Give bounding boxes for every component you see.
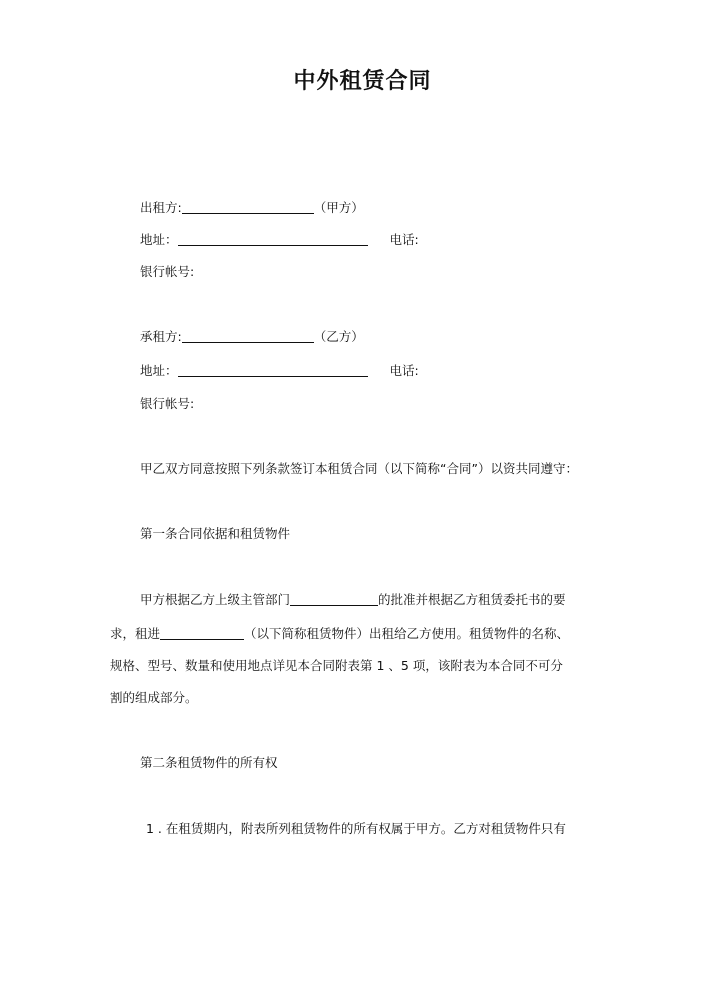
- lessee-address-blank[interactable]: [178, 363, 368, 377]
- lessor-address-line: [140, 232, 419, 248]
- contract-title: 中外租赁合同: [293, 69, 432, 94]
- article1-line-1: [140, 592, 566, 608]
- lessor-address-blank[interactable]: [178, 232, 368, 246]
- lessor-bank-label: 银行帐号:: [140, 264, 195, 279]
- lessor-name-blank[interactable]: [182, 200, 314, 214]
- lessor-phone-label: 电话:: [389, 232, 419, 247]
- lessor-label: 出租方:: [140, 200, 182, 215]
- article1-heading: 第一条合同依据和租赁物件: [140, 526, 291, 541]
- lessee-bank-label: 银行帐号:: [140, 396, 195, 411]
- lessee-phone-label: 电话:: [389, 363, 419, 378]
- article1-text: 的批准并根据乙方租赁委托书的要: [378, 592, 566, 607]
- article1-text: 甲方根据乙方上级主管部门: [140, 592, 291, 607]
- lessee-address-label: 地址：: [140, 363, 178, 378]
- lessor-line: [140, 200, 364, 216]
- lessee-label: 承租方:: [140, 329, 182, 344]
- lessor-suffix: （甲方）: [313, 200, 364, 215]
- lessee-suffix: （乙方）: [313, 329, 364, 344]
- lessee-line: [140, 329, 364, 345]
- lessee-bank-line: [140, 396, 194, 412]
- leased-item-blank[interactable]: [160, 626, 244, 640]
- lessor-address-label: 地址：: [140, 232, 178, 247]
- article1-line-3: 规格、型号、数量和使用地点详见本合同附表第 1 、5 项，该附表为本合同不可分: [110, 658, 563, 673]
- intro-paragraph: 甲乙双方同意按照下列条款签订本租赁合同（以下简称“合同”）以资共同遵守：: [140, 461, 578, 476]
- article2-heading: 第二条租赁物件的所有权: [140, 755, 278, 770]
- lessee-name-blank[interactable]: [182, 329, 314, 343]
- lessee-address-line: [140, 363, 419, 379]
- article2-line-1: 1 . 在租赁期内，附表所列租赁物件的所有权属于甲方。乙方对租赁物件只有: [146, 821, 566, 836]
- article1-line-4: 割的组成部分。: [110, 690, 198, 705]
- article1-text: 求，租进: [110, 626, 161, 641]
- article1-line-2: [110, 626, 569, 642]
- article1-text: （以下简称租赁物件）出租给乙方使用。租赁物件的名称、: [244, 626, 570, 641]
- department-blank[interactable]: [290, 592, 378, 606]
- lessor-bank-line: [140, 264, 194, 280]
